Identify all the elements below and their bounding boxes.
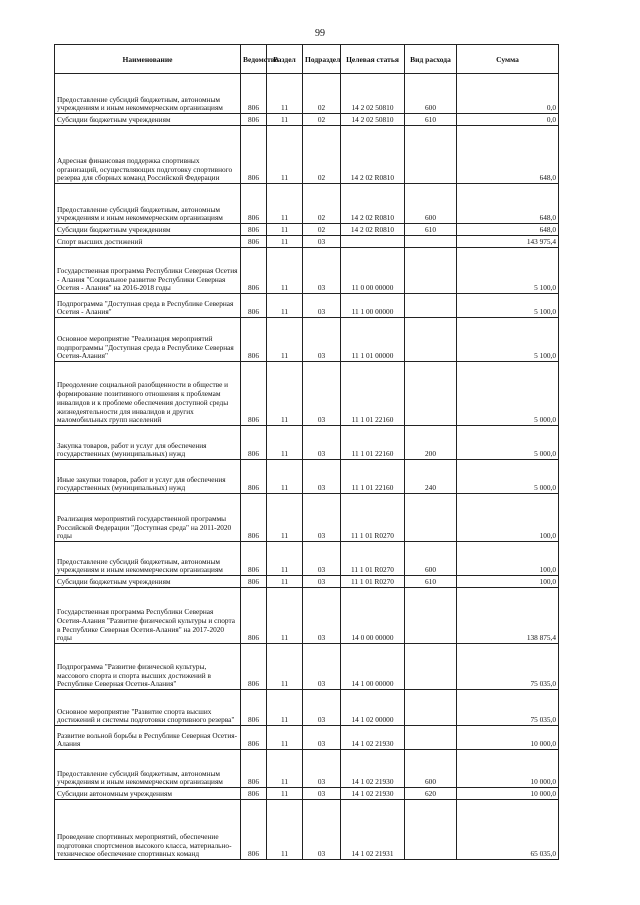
- header-department: Ведомство: [241, 45, 267, 74]
- table-row: [55, 588, 559, 644]
- row-department: 806: [241, 224, 267, 236]
- row-subsection: 02: [303, 224, 341, 236]
- row-expense-type: 600: [405, 542, 457, 576]
- row-subsection: 02: [303, 184, 341, 224]
- table-row: [55, 184, 559, 224]
- row-section: 11: [267, 426, 303, 460]
- table-body: [55, 74, 559, 860]
- header-sum: Сумма: [457, 45, 559, 74]
- row-expense-type: [405, 588, 457, 644]
- row-subsection: 03: [303, 294, 341, 318]
- row-expense-type: [405, 494, 457, 542]
- row-expense-type: 600: [405, 750, 457, 788]
- row-sum: 5 100,0: [457, 248, 559, 294]
- row-sum: 75 035,0: [457, 690, 559, 726]
- row-subsection: 03: [303, 426, 341, 460]
- row-section: 11: [267, 224, 303, 236]
- row-name: Основное мероприятие "Реализация мероприятий подпрограммы "Доступная среда в Республике Северная Осетия-Алания": [55, 318, 241, 362]
- row-subsection: 03: [303, 644, 341, 690]
- row-subsection: 02: [303, 114, 341, 126]
- table-row: [55, 236, 559, 248]
- row-target-article: 11 1 01 22160: [341, 426, 405, 460]
- header-target-article: Целевая статья: [341, 45, 405, 74]
- row-subsection: 02: [303, 126, 341, 184]
- row-sum: 138 875,4: [457, 588, 559, 644]
- row-section: 11: [267, 588, 303, 644]
- row-name: Преодоление социальной разобщенности в обществе и формирование позитивного отношения к проблемам инвалидов и к проблеме обеспечения доступной среды жизнедеятельности для инвалидов и других маломобильных групп населений: [55, 362, 241, 426]
- row-target-article: 11 1 01 R0270: [341, 576, 405, 588]
- table-row: [55, 224, 559, 236]
- row-department: 806: [241, 318, 267, 362]
- row-name: Проведение спортивных мероприятий, обеспечение подготовки спортсменов высокого класса, материально-техническое обеспечение спортивных команд: [55, 800, 241, 860]
- row-target-article: 11 1 01 22160: [341, 460, 405, 494]
- row-department: 806: [241, 426, 267, 460]
- row-expense-type: [405, 644, 457, 690]
- row-name: Спорт высших достижений: [55, 236, 241, 248]
- row-expense-type: [405, 294, 457, 318]
- row-section: 11: [267, 236, 303, 248]
- row-name: Развитие вольной борьбы в Республике Северная Осетия-Алания: [55, 726, 241, 750]
- row-expense-type: [405, 726, 457, 750]
- table-row: [55, 750, 559, 788]
- header-subsection: Подраздел: [303, 45, 341, 74]
- row-name: Предоставление субсидий бюджетным, автономным учреждениям и иным некоммерческим организациям: [55, 750, 241, 788]
- row-department: 806: [241, 494, 267, 542]
- row-target-article: 14 1 02 21930: [341, 788, 405, 800]
- row-department: 806: [241, 294, 267, 318]
- row-subsection: 03: [303, 750, 341, 788]
- row-department: 806: [241, 362, 267, 426]
- header-name: Наименование: [55, 45, 241, 74]
- row-name: Предоставление субсидий бюджетным, автономным учреждениям и иным некоммерческим организациям: [55, 74, 241, 114]
- row-name: Субсидии автономным учреждениям: [55, 788, 241, 800]
- row-subsection: 03: [303, 236, 341, 248]
- row-subsection: 03: [303, 800, 341, 860]
- table-row: [55, 294, 559, 318]
- row-subsection: 02: [303, 74, 341, 114]
- row-section: 11: [267, 460, 303, 494]
- row-department: 806: [241, 750, 267, 788]
- row-section: 11: [267, 726, 303, 750]
- table-row: [55, 800, 559, 860]
- budget-table: [54, 44, 559, 860]
- row-target-article: 14 2 02 50810: [341, 114, 405, 126]
- row-section: 11: [267, 800, 303, 860]
- row-target-article: 14 1 00 00000: [341, 644, 405, 690]
- row-name: Субсидии бюджетным учреждениям: [55, 576, 241, 588]
- row-section: 11: [267, 542, 303, 576]
- table-row: [55, 494, 559, 542]
- row-sum: 648,0: [457, 126, 559, 184]
- row-sum: 65 035,0: [457, 800, 559, 860]
- table-row: [55, 362, 559, 426]
- row-expense-type: [405, 126, 457, 184]
- row-section: 11: [267, 126, 303, 184]
- row-department: 806: [241, 542, 267, 576]
- row-sum: 0,0: [457, 114, 559, 126]
- row-target-article: 14 1 02 21931: [341, 800, 405, 860]
- table-row: [55, 114, 559, 126]
- table-row: [55, 318, 559, 362]
- header-expense-type: Вид расхода: [405, 45, 457, 74]
- row-name: Государственная программа Республики Северная Осетия - Алания "Социальное развитие Республики Северная Осетия - Алания" на 2016-2018 годы: [55, 248, 241, 294]
- row-sum: 5 000,0: [457, 460, 559, 494]
- row-subsection: 03: [303, 362, 341, 426]
- row-department: 806: [241, 236, 267, 248]
- row-target-article: 11 1 00 00000: [341, 294, 405, 318]
- row-sum: 648,0: [457, 184, 559, 224]
- row-section: 11: [267, 318, 303, 362]
- row-sum: 10 000,0: [457, 726, 559, 750]
- row-name: Предоставление субсидий бюджетным, автономным учреждениям и иным некоммерческим организациям: [55, 542, 241, 576]
- table-row: [55, 248, 559, 294]
- row-name: Предоставление субсидий бюджетным, автономным учреждениям и иным некоммерческим организациям: [55, 184, 241, 224]
- row-target-article: 11 1 01 R0270: [341, 542, 405, 576]
- row-section: 11: [267, 576, 303, 588]
- row-department: 806: [241, 126, 267, 184]
- row-subsection: 03: [303, 318, 341, 362]
- row-name: Иные закупки товаров, работ и услуг для обеспечения государственных (муниципальных) нужд: [55, 460, 241, 494]
- row-department: 806: [241, 690, 267, 726]
- row-department: 806: [241, 800, 267, 860]
- row-subsection: 03: [303, 542, 341, 576]
- row-section: 11: [267, 114, 303, 126]
- row-expense-type: 600: [405, 74, 457, 114]
- row-sum: 100,0: [457, 494, 559, 542]
- table-row: [55, 644, 559, 690]
- row-subsection: 03: [303, 588, 341, 644]
- row-target-article: 14 1 02 21930: [341, 726, 405, 750]
- row-target-article: 14 1 02 21930: [341, 750, 405, 788]
- row-department: 806: [241, 74, 267, 114]
- row-sum: 10 000,0: [457, 788, 559, 800]
- row-section: 11: [267, 690, 303, 726]
- row-department: 806: [241, 726, 267, 750]
- row-subsection: 03: [303, 690, 341, 726]
- row-subsection: 03: [303, 788, 341, 800]
- row-sum: 5 100,0: [457, 318, 559, 362]
- row-expense-type: 610: [405, 224, 457, 236]
- row-expense-type: [405, 800, 457, 860]
- row-subsection: 03: [303, 494, 341, 542]
- row-expense-type: 610: [405, 114, 457, 126]
- row-expense-type: 610: [405, 576, 457, 588]
- row-expense-type: [405, 318, 457, 362]
- row-subsection: 03: [303, 726, 341, 750]
- row-sum: 143 975,4: [457, 236, 559, 248]
- page-number: 99: [315, 28, 325, 39]
- row-sum: 5 000,0: [457, 362, 559, 426]
- row-expense-type: [405, 236, 457, 248]
- row-section: 11: [267, 362, 303, 426]
- row-sum: 10 000,0: [457, 750, 559, 788]
- table-row: [55, 576, 559, 588]
- table-row: [55, 426, 559, 460]
- row-department: 806: [241, 248, 267, 294]
- row-sum: 5 100,0: [457, 294, 559, 318]
- row-department: 806: [241, 114, 267, 126]
- row-subsection: 03: [303, 576, 341, 588]
- row-sum: 75 035,0: [457, 644, 559, 690]
- row-section: 11: [267, 644, 303, 690]
- row-name: Закупка товаров, работ и услуг для обеспечения государственных (муниципальных) нужд: [55, 426, 241, 460]
- row-section: 11: [267, 248, 303, 294]
- row-sum: 100,0: [457, 542, 559, 576]
- row-expense-type: [405, 248, 457, 294]
- row-expense-type: 240: [405, 460, 457, 494]
- row-department: 806: [241, 184, 267, 224]
- table-row: [55, 126, 559, 184]
- row-target-article: 14 2 02 50810: [341, 74, 405, 114]
- row-target-article: 11 1 01 00000: [341, 318, 405, 362]
- row-section: 11: [267, 74, 303, 114]
- row-target-article: 11 1 01 22160: [341, 362, 405, 426]
- row-target-article: 11 0 00 00000: [341, 248, 405, 294]
- row-name: Подпрограмма "Развитие физической культуры, массового спорта и спорта высших достижений в Республике Северная Осетия-Алания": [55, 644, 241, 690]
- row-name: Адресная финансовая поддержка спортивных организаций, осуществляющих подготовку спортивного резерва для сборных команд Российской Федерации: [55, 126, 241, 184]
- row-sum: 648,0: [457, 224, 559, 236]
- table-header-row: [55, 45, 559, 74]
- row-target-article: 11 1 01 R0270: [341, 494, 405, 542]
- table-row: [55, 726, 559, 750]
- row-department: 806: [241, 644, 267, 690]
- row-sum: 0,0: [457, 74, 559, 114]
- row-section: 11: [267, 494, 303, 542]
- row-expense-type: 600: [405, 184, 457, 224]
- table-row: [55, 788, 559, 800]
- row-subsection: 03: [303, 460, 341, 494]
- row-name: Государственная программа Республики Северная Осетия-Алания "Развитие физической культуры и спорта в Республике Северная Осетия-Алания" на 2017-2020 годы: [55, 588, 241, 644]
- row-section: 11: [267, 788, 303, 800]
- row-target-article: [341, 236, 405, 248]
- row-section: 11: [267, 184, 303, 224]
- row-expense-type: [405, 362, 457, 426]
- table-row: [55, 690, 559, 726]
- row-section: 11: [267, 294, 303, 318]
- row-expense-type: [405, 690, 457, 726]
- row-department: 806: [241, 788, 267, 800]
- row-expense-type: 200: [405, 426, 457, 460]
- row-target-article: 14 2 02 R0810: [341, 126, 405, 184]
- row-department: 806: [241, 576, 267, 588]
- table-row: [55, 74, 559, 114]
- row-name: Реализация мероприятий государственной программы Российской Федерации "Доступная среда" на 2011-2020 годы: [55, 494, 241, 542]
- row-subsection: 03: [303, 248, 341, 294]
- row-target-article: 14 2 02 R0810: [341, 224, 405, 236]
- row-department: 806: [241, 460, 267, 494]
- row-expense-type: 620: [405, 788, 457, 800]
- row-name: Субсидии бюджетным учреждениям: [55, 114, 241, 126]
- row-sum: 5 000,0: [457, 426, 559, 460]
- row-name: Основное мероприятие "Развитие спорта высших достижений и системы подготовки спортивного резерва": [55, 690, 241, 726]
- row-name: Субсидии бюджетным учреждениям: [55, 224, 241, 236]
- row-name: Подпрограмма "Доступная среда в Республике Северная Осетия - Алания": [55, 294, 241, 318]
- row-department: 806: [241, 588, 267, 644]
- row-sum: 100,0: [457, 576, 559, 588]
- table-row: [55, 460, 559, 494]
- row-target-article: 14 1 02 00000: [341, 690, 405, 726]
- header-section: Раздел: [267, 45, 303, 74]
- row-section: 11: [267, 750, 303, 788]
- row-target-article: 14 0 00 00000: [341, 588, 405, 644]
- row-target-article: 14 2 02 R0810: [341, 184, 405, 224]
- table-row: [55, 542, 559, 576]
